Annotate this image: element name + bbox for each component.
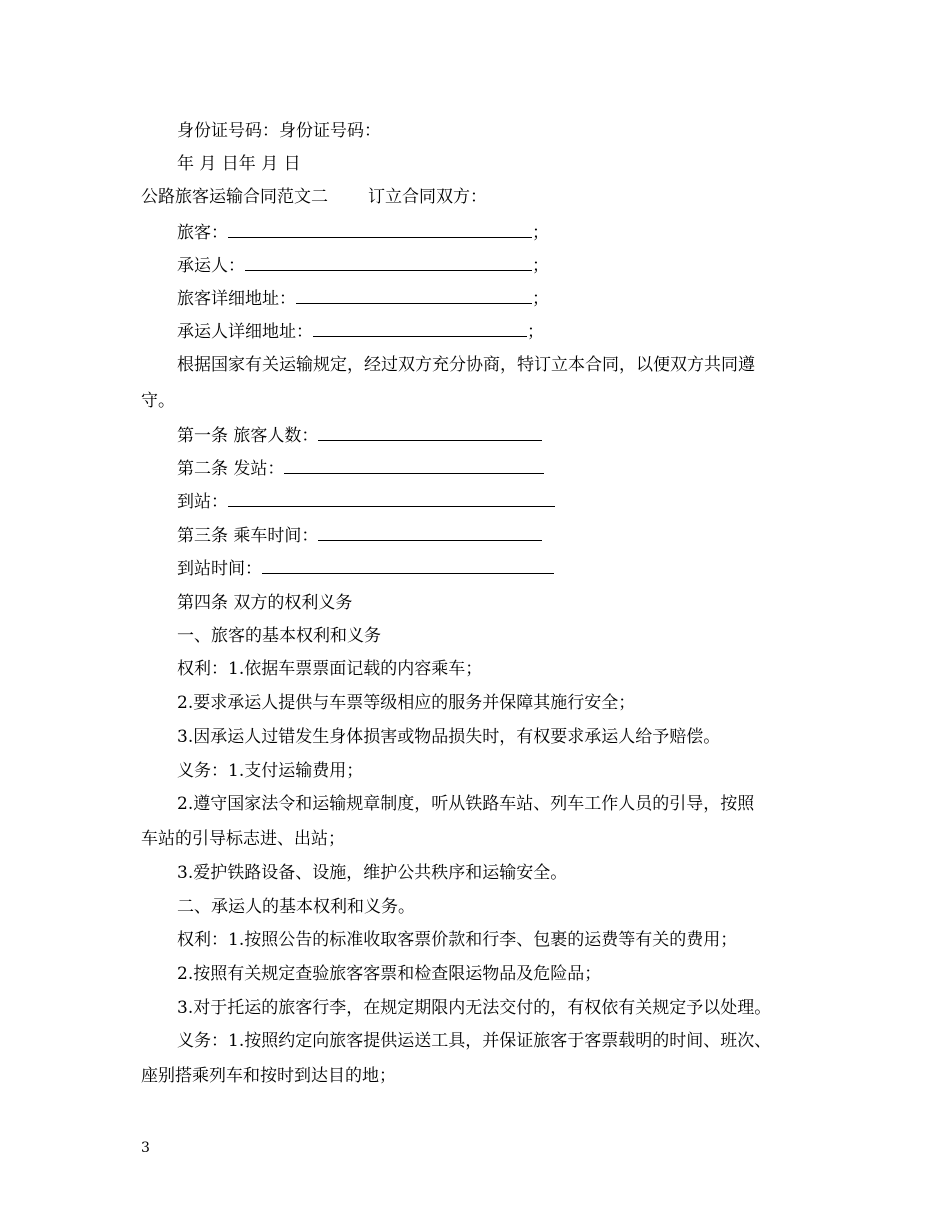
carrier-rights-1: 权利：1.按照公告的标准收取客票价款和行李、包裹的运费等有关的费用； [177, 930, 738, 950]
contract-title-line [141, 186, 487, 208]
carrier-address-semicolon: ； [527, 322, 544, 342]
article2-field [177, 458, 544, 480]
parties-heading: 订立合同双方： [368, 187, 487, 207]
article4-heading: 第四条 双方的权利义务 [177, 593, 353, 613]
article3-label: 第三条 乘车时间： [177, 526, 319, 546]
passenger-rights-3: 3.因承运人过错发生身体损害或物品损失时，有权要求承运人给予赔偿。 [177, 727, 721, 747]
carrier-semicolon: ； [532, 256, 549, 276]
article2-label: 第二条 发站： [177, 459, 285, 479]
article1-label: 第一条 旅客人数： [177, 426, 319, 446]
passenger-field [177, 222, 549, 244]
article1-field [177, 425, 542, 447]
article2-blank [284, 458, 544, 474]
carrier-address-field [177, 321, 544, 343]
carrier-duties-1a: 义务：1.按照约定向旅客提供运送工具，并保证旅客于客票载明的时间、班次、 [177, 1031, 772, 1051]
date-line: 年 月 日年 月 日 [177, 154, 301, 174]
arrival-station-blank [228, 491, 555, 507]
article3-field [177, 525, 542, 547]
passenger-address-blank [296, 288, 532, 304]
section2-heading: 二、承运人的基本权利和义务。 [177, 897, 415, 917]
passenger-duties-2a: 2.遵守国家法令和运输规章制度，听从铁路车站、列车工作人员的引导，按照 [177, 794, 755, 814]
carrier-blank [245, 255, 532, 271]
passenger-rights-2: 2.要求承运人提供与车票等级相应的服务并保障其施行安全； [177, 693, 636, 713]
arrival-time-blank [262, 558, 554, 574]
passenger-address-label: 旅客详细地址： [177, 289, 296, 309]
passenger-label: 旅客： [177, 223, 228, 243]
carrier-rights-2: 2.按照有关规定查验旅客客票和检查限运物品及危险品； [177, 964, 602, 984]
article3-blank [318, 525, 542, 541]
arrival-station-field [177, 491, 555, 513]
carrier-address-blank [313, 321, 527, 337]
passenger-semicolon: ； [532, 223, 549, 243]
carrier-field [177, 255, 549, 277]
carrier-address-label: 承运人详细地址： [177, 322, 313, 342]
passenger-address-field [177, 288, 549, 310]
carrier-label: 承运人： [177, 256, 245, 276]
carrier-rights-3: 3.对于托运的旅客行李，在规定期限内无法交付的，有权依有关规定予以处理。 [177, 998, 772, 1018]
contract-title: 公路旅客运输合同范文二 [141, 187, 328, 207]
preamble-line-1: 根据国家有关运输规定，经过双方充分协商，特订立本合同，以便双方共同遵 [177, 355, 755, 375]
arrival-time-field [177, 558, 554, 580]
passenger-address-semicolon: ； [532, 289, 549, 309]
carrier-duties-1b: 座别搭乘列车和按时到达目的地； [141, 1066, 396, 1086]
section1-heading: 一、旅客的基本权利和义务 [177, 626, 381, 646]
passenger-duties-2b: 车站的引导标志进、出站； [141, 829, 345, 849]
passenger-duties-3: 3.爱护铁路设备、设施，维护公共秩序和运输安全。 [177, 863, 568, 883]
id-number-line: 身份证号码：身份证号码： [177, 121, 381, 141]
passenger-rights-1: 权利：1.依据车票票面记载的内容乘车； [177, 659, 483, 679]
passenger-duties-1: 义务：1.支付运输费用； [177, 761, 364, 781]
preamble-line-2: 守。 [141, 391, 175, 411]
arrival-station-label: 到站： [177, 492, 228, 512]
article1-blank [318, 425, 542, 441]
arrival-time-label: 到站时间： [177, 559, 262, 579]
page-number: 3 [141, 1140, 150, 1156]
passenger-blank [228, 222, 532, 238]
